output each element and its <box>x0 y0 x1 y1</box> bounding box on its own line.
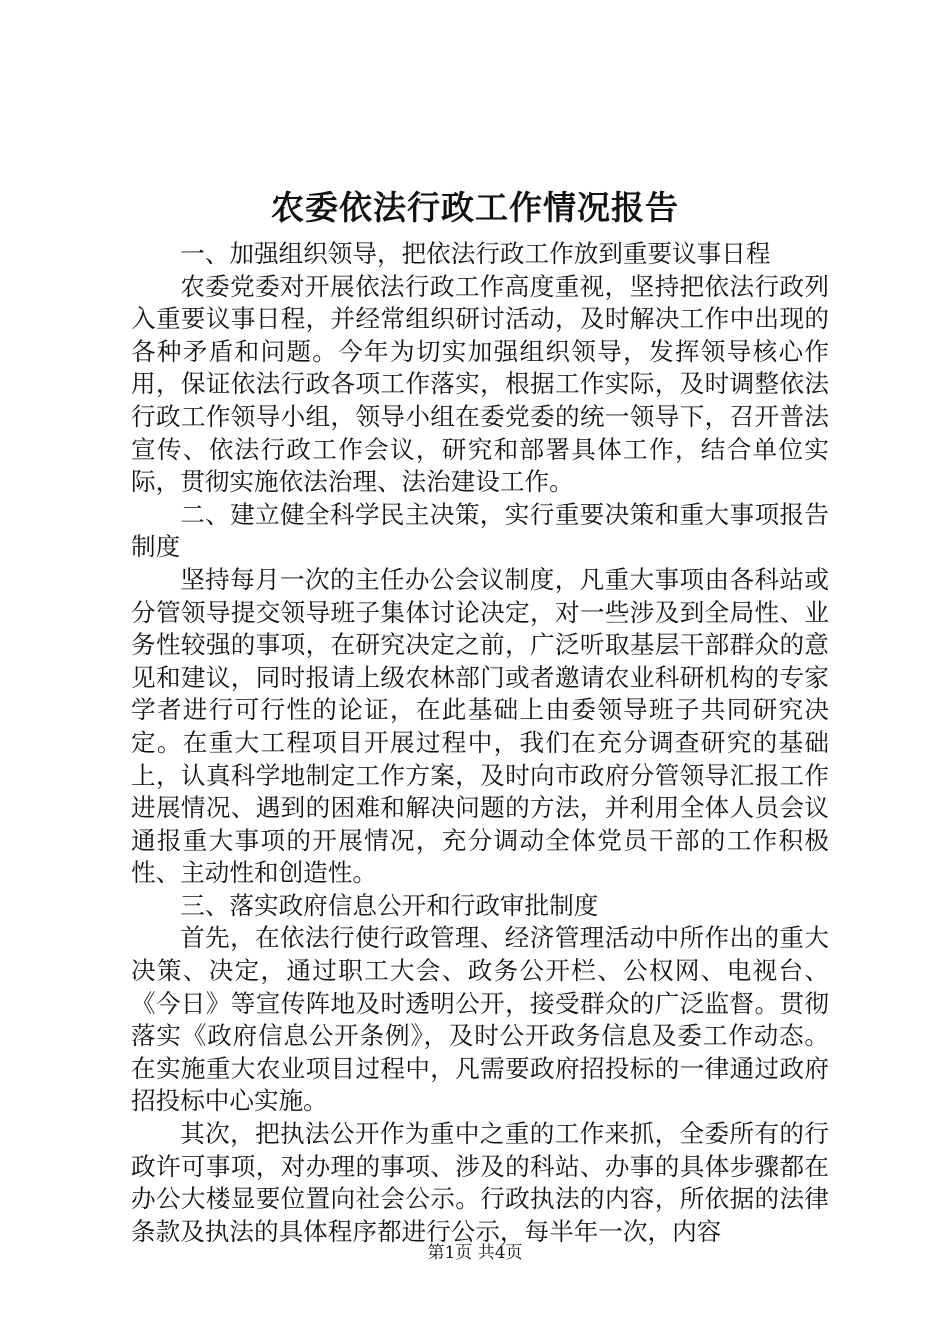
document-body <box>131 238 829 1248</box>
document-title: 农委依法行政工作情况报告 <box>271 188 679 227</box>
paragraph-4: 其次，把执法公开作为重中之重的工作来抓，全委所有的行政许可事项，对办理的事项、涉及的科站、办事的具体步骤都在办公大楼显要位置向社会公示。行政执法的内容，所依据的法律条款及执法的具体程序都进行公示，每半年一次，内容 <box>131 1119 829 1246</box>
paragraph-3: 首先，在依法行使行政管理、经济管理活动中所作出的重大决策、决定，通过职工大会、政务公开栏、公权网、电视台、《今日》等宣传阵地及时透明公开，接受群众的广泛监督。贯彻落实《政府信息公开条例》，及时公开政务信息及委工作动态。在实施重大农业项目过程中，凡需要政府招投标的一律通过政府招投标中心实施。 <box>131 923 829 1116</box>
page-footer: 第1页 共4页 <box>427 1243 523 1263</box>
section-heading-2: 二、建立健全科学民主决策，实行重要决策和重大事项报告制度 <box>131 499 829 562</box>
paragraph-2: 坚持每月一次的主任办公会议制度，凡重大事项由各科站或分管领导提交领导班子集体讨论决定，对一些涉及到全局性、业务性较强的事项，在研究决定之前，广泛听取基层干部群众的意见和建议，同时报请上级农林部门或者邀请农业科研机构的专家学者进行可行性的论证，在此基础上由委领导班子共同研究决定。在重大工程项目开展过程中，我们在充分调查研究的基础上，认真科学地制定工作方案，及时向市政府分管领导汇报工作进展情况、遇到的困难和解决问题的方法，并利用全体人员会议通报重大事项的开展情况，充分调动全体党员干部的工作积极性、主动性和创造性。 <box>131 564 829 888</box>
section-heading-1: 一、加强组织领导，把依法行政工作放到重要议事日程 <box>180 239 771 268</box>
section-heading-3: 三、落实政府信息公开和行政审批制度 <box>180 890 599 920</box>
paragraph-1: 农委党委对开展依法行政工作高度重视，坚持把依法行政列入重要议事日程，并经常组织研讨活动，及时解决工作中出现的各种矛盾和问题。今年为切实加强组织领导，发挥领导核心作用，保证依法行政各项工作落实，根据工作实际，及时调整依法行政工作领导小组，领导小组在委党委的统一领导下，召开普法宣传、依法行政工作会议，研究和部署具体工作，结合单位实际，贯彻实施依法治理、法治建设工作。 <box>131 271 829 497</box>
